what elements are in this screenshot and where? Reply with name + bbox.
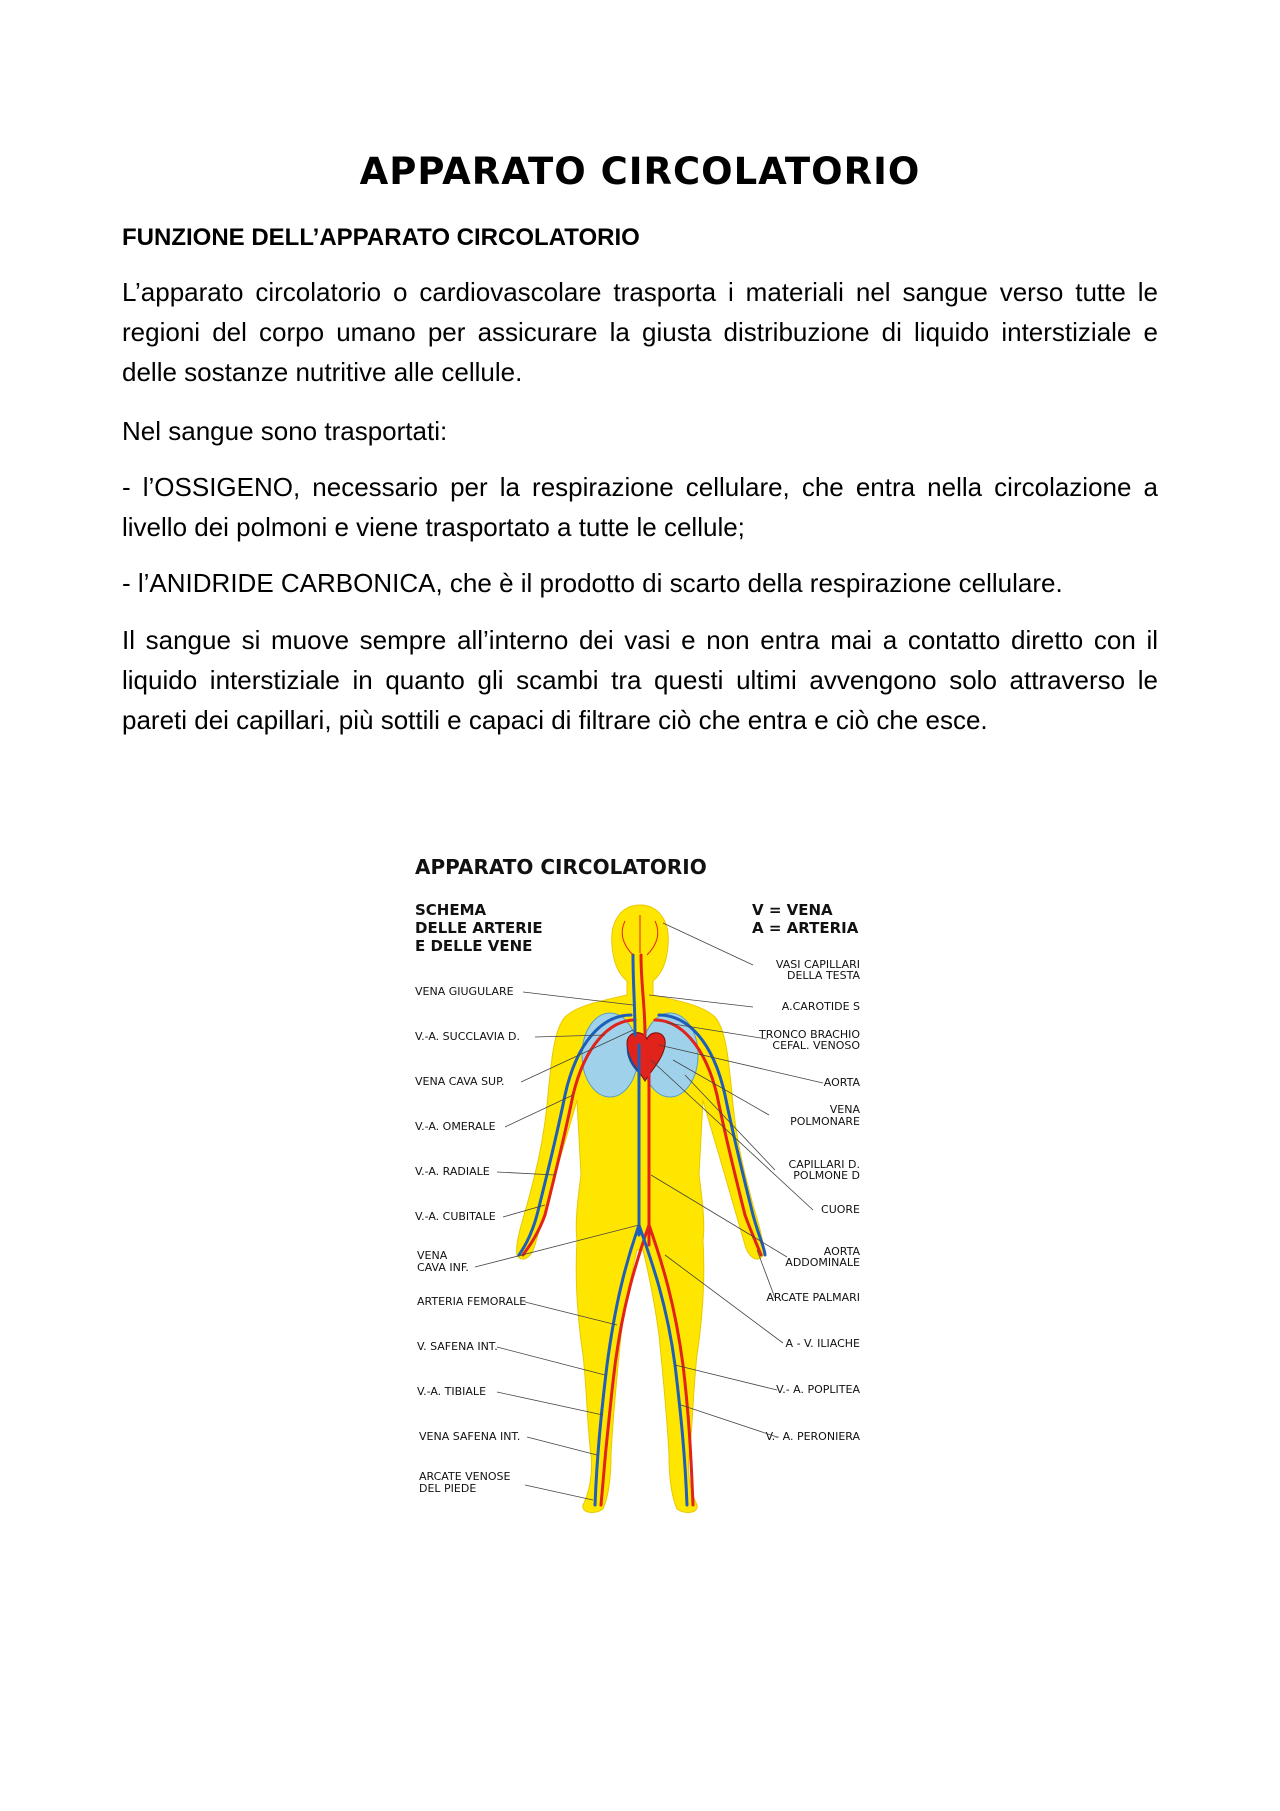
label-cubitale: V.-A. CUBITALE [415,1210,496,1223]
label-vasi-capillari-line-1: VASI CAPILLARI [775,958,860,971]
label-aorta: AORTA [823,1076,860,1089]
label-arcate-palmari: ARCATE PALMARI [766,1291,860,1304]
document-title: APPARATO CIRCOLATORIO [359,150,921,193]
label-aorta-addominale-line-2: ADDOMINALE [785,1256,860,1269]
paragraph-transported-intro: Nel sangue sono trasportati: [122,416,448,446]
diagram-subtitle-line-1: SCHEMA [415,901,487,919]
label-radiale: V.-A. RADIALE [415,1165,490,1178]
label-tronco-line-1: TRONCO BRACHIO [758,1028,860,1041]
label-iliache: A - V. ILIACHE [785,1337,860,1350]
label-vena-polmonare-line-2: POLMONARE [790,1115,860,1128]
label-peroniera: V.- A. PERONIERA [765,1430,860,1443]
circulatory-system-diagram [405,845,875,1555]
label-succlavia: V.-A. SUCCLAVIA D. [415,1030,521,1043]
diagram-subtitle-line-3: E DELLE VENE [415,937,533,955]
label-vasi-capillari-line-2: DELLA TESTA [787,969,860,982]
paragraph-vessels: Il sangue si muove sempre all’interno dei vasi e non entra mai a contatto diretto con il liquido interstiziale in quanto gli scambi tra questi ultimi avvengono solo attraverso le pareti dei capillari, più sottili e capaci di filtrare ciò che entra e ciò che esce. [122,625,1158,735]
label-vena-polmonare-line-1: VENA [829,1103,860,1116]
diagram-subtitle-line-2: DELLE ARTERIE [415,919,543,937]
label-vena-cava-sup: VENA CAVA SUP. [415,1075,505,1088]
section-heading: FUNZIONE DELL’APPARATO CIRCOLATORIO [122,224,640,251]
label-cuore: CUORE [821,1203,860,1216]
diagram-title: APPARATO CIRCOLATORIO [415,855,707,879]
paragraph-function: L’apparato circolatorio o cardiovascolare trasporta i materiali nel sangue verso tutte le regioni del corpo umano per assicurare la giusta distribuzione di liquido interstiziale e delle sostanze nutritive alle cellule. [122,277,1158,387]
label-poplitea: V.- A. POPLITEA [776,1383,860,1396]
label-safena-int: V. SAFENA INT. [417,1340,498,1353]
label-capillari-polmone-line-2: POLMONE D [793,1169,860,1182]
paragraph-oxygen: - l’OSSIGENO, necessario per la respirazione cellulare, che entra nella circolazione a livello dei polmoni e viene trasportato a tutte le cellule; [122,472,1158,542]
label-vena-safena-int: VENA SAFENA INT. [419,1430,521,1443]
label-carotide: A.CAROTIDE S [781,1000,860,1013]
left-labels [415,985,526,1495]
diagram-svg [405,845,875,1555]
label-omerale: V.-A. OMERALE [415,1120,496,1133]
legend-vein: V = VENA [752,901,833,919]
label-tronco-line-2: CEFAL. VENOSO [772,1039,860,1052]
label-aorta-addominale-line-1: AORTA [823,1245,860,1258]
label-vena-giugulare: VENA GIUGULARE [415,985,514,998]
right-labels [758,958,860,1443]
label-capillari-polmone-line-1: CAPILLARI D. [788,1158,860,1171]
label-tibiale: V.-A. TIBIALE [417,1385,487,1398]
label-arteria-femorale: ARTERIA FEMORALE [417,1295,527,1308]
paragraph-carbon-dioxide: - l’ANIDRIDE CARBONICA, che è il prodotto di scarto della respirazione cellulare. [122,568,1063,598]
body-illustration [517,905,765,1512]
label-vena-cava-inf-line-1: VENA [417,1249,448,1262]
label-arcate-venose-line-1: ARCATE VENOSE [419,1470,511,1483]
legend-artery: A = ARTERIA [752,919,859,937]
label-arcate-venose-line-2: DEL PIEDE [419,1482,477,1495]
label-vena-cava-inf-line-2: CAVA INF. [417,1261,469,1274]
